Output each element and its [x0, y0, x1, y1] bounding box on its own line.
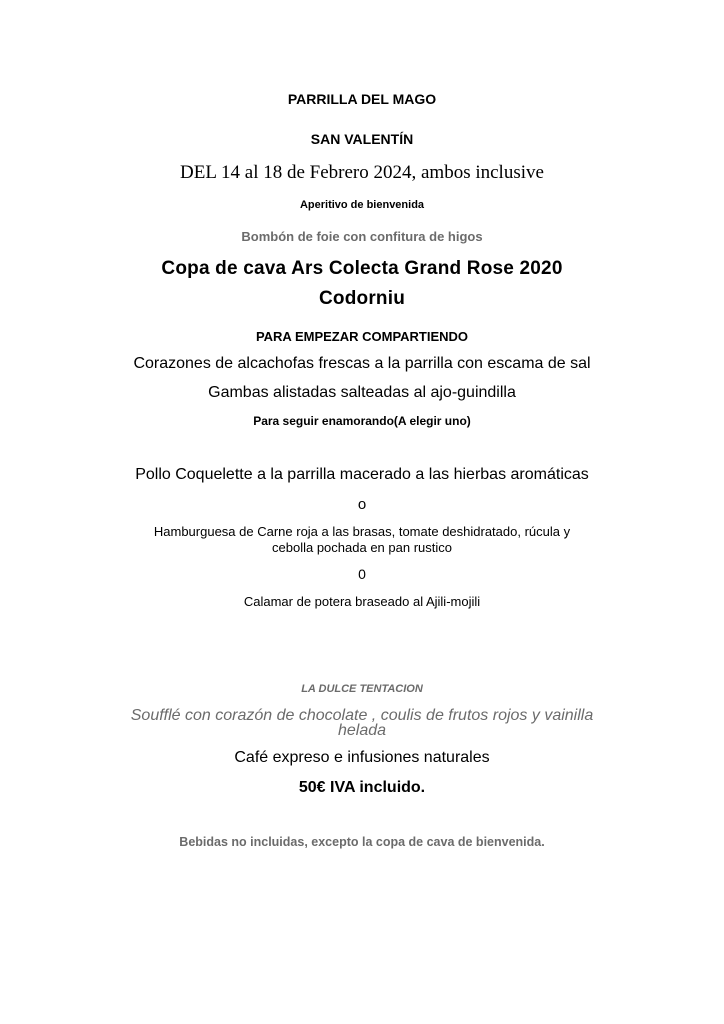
- mains-heading: Para seguir enamorando(A elegir uno): [253, 414, 471, 428]
- event-dates: DEL 14 al 18 de Febrero 2024, ambos inclusive: [180, 162, 544, 183]
- dessert-heading: LA DULCE TENTACION: [301, 683, 423, 695]
- welcome-bite: Bombón de foie con confitura de higos: [241, 229, 483, 244]
- drinks-note: Bebidas no incluidas, excepto la copa de cava de bienvenida.: [179, 835, 545, 849]
- main-option: Calamar de potera braseado al Ajili-mojili: [243, 594, 481, 609]
- main-option: Hamburguesa de Carne roja a las brasas, tomate deshidratado, rúcula y: [153, 524, 571, 539]
- main-option: Pollo Coquelette a la parrilla macerado a las hierbas aromáticas: [135, 466, 589, 483]
- welcome-cava-producer: Codorniu: [318, 288, 406, 309]
- restaurant-title: PARRILLA DEL MAGO: [287, 91, 437, 107]
- option-separator: o: [357, 496, 367, 513]
- dessert-item-continued: helada: [337, 722, 387, 739]
- welcome-heading: Aperitivo de bienvenida: [299, 199, 425, 211]
- welcome-cava: Copa de cava Ars Colecta Grand Rose 2020: [161, 258, 563, 279]
- menu-price: 50€ IVA incluido.: [298, 779, 426, 796]
- main-option-continued: cebolla pochada en pan rustico: [272, 540, 452, 555]
- option-separator: 0: [358, 566, 366, 582]
- starter-item: Gambas alistadas salteadas al ajo-guindilla: [208, 384, 516, 401]
- event-title: SAN VALENTÍN: [310, 131, 414, 147]
- starters-heading: PARA EMPEZAR COMPARTIENDO: [255, 329, 469, 344]
- dessert-item: Soufflé con corazón de chocolate , coulis de frutos rojos y vainilla: [130, 707, 594, 724]
- starter-item: Corazones de alcachofas frescas a la parrilla con escama de sal: [133, 355, 591, 372]
- coffee-item: Café expreso e infusiones naturales: [234, 749, 490, 766]
